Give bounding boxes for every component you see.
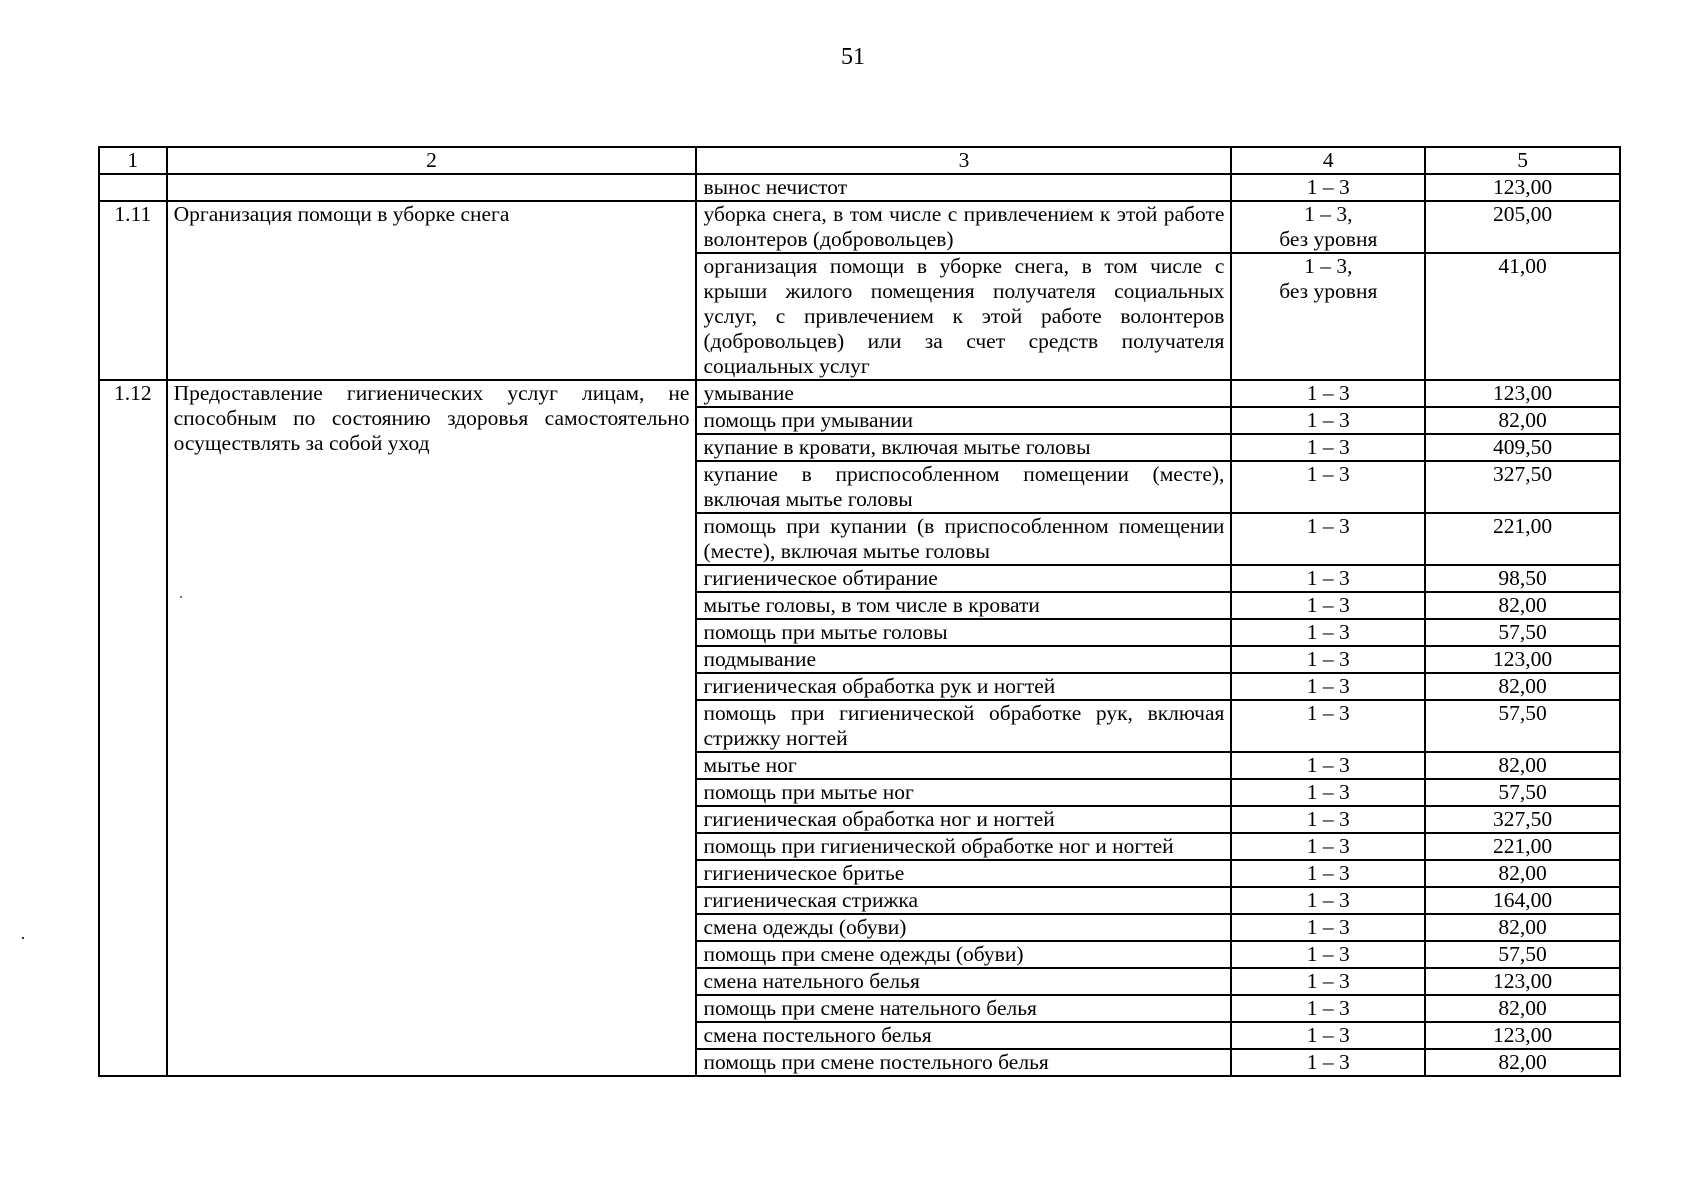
header-row [99,147,1620,174]
price-cell: 123,00 [1425,380,1620,407]
level-note: без уровня [1279,227,1378,251]
service-cell: купание в приспособленном помещении (месте), включая мытье головы [696,461,1231,513]
price-cell: 57,50 [1425,700,1620,752]
price-cell: 123,00 [1425,1022,1620,1049]
level-cell: 1 – 3 [1231,407,1425,434]
level-cell: 1 – 3 [1231,700,1425,752]
level-cell: 1 – 3 [1231,806,1425,833]
price-cell: 41,00 [1425,253,1620,380]
price-cell: 82,00 [1425,995,1620,1022]
service-cell: гигиеническое обтирание [696,565,1231,592]
price-cell: 327,50 [1425,461,1620,513]
price-cell: 82,00 [1425,592,1620,619]
level-cell: 1 – 3 [1231,860,1425,887]
level-cell: 1 – 3 [1231,174,1425,201]
service-cell: умывание [696,380,1231,407]
level-cell: 1 – 3 [1231,887,1425,914]
service-cell: уборка снега, в том числе с привлечением к этой работе волонтеров (добровольцев) [696,201,1231,253]
price-cell: 123,00 [1425,174,1620,201]
service-cell: гигиеническая обработка ног и ногтей [696,806,1231,833]
column-header: 5 [1425,147,1620,174]
price-cell: 57,50 [1425,941,1620,968]
level-cell: 1 – 3 [1231,513,1425,565]
price-cell: 205,00 [1425,201,1620,253]
service-group-cell: Организация помощи в уборке снега [167,201,697,380]
service-cell: купание в кровати, включая мытье головы [696,434,1231,461]
column-header: 4 [1231,147,1425,174]
level-cell: 1 – 3 [1231,380,1425,407]
level-range: 1 – 3, [1304,254,1353,278]
service-cell: смена нательного белья [696,968,1231,995]
price-cell: 98,50 [1425,565,1620,592]
table-row [99,201,1620,253]
level-cell: 1 – 3 [1231,833,1425,860]
price-cell: 57,50 [1425,779,1620,806]
service-cell: вынос нечистот [696,174,1231,201]
service-cell: смена постельного белья [696,1022,1231,1049]
level-cell: 1 – 3 [1231,941,1425,968]
service-cell: подмывание [696,646,1231,673]
column-header: 1 [99,147,167,174]
table-row [99,174,1620,201]
price-cell: 164,00 [1425,887,1620,914]
service-cell: смена одежды (обуви) [696,914,1231,941]
level-cell: 1 – 3 [1231,968,1425,995]
service-cell: мытье ног [696,752,1231,779]
row-number-cell: 1.12 [99,380,167,1076]
level-cell: 1 – 3 [1231,673,1425,700]
price-cell: 82,00 [1425,407,1620,434]
table-row [99,380,1620,407]
service-cell: помощь при купании (в приспособленном помещении (месте), включая мытье головы [696,513,1231,565]
scan-speck [22,937,24,939]
level-cell [1231,201,1425,253]
service-cell: помощь при смене нательного белья [696,995,1231,1022]
level-range: 1 – 3, [1304,202,1353,226]
service-cell: гигиеническая обработка рук и ногтей [696,673,1231,700]
service-cell: помощь при смене постельного белья [696,1049,1231,1076]
level-cell: 1 – 3 [1231,592,1425,619]
level-cell: 1 – 3 [1231,1049,1425,1076]
service-cell: гигиеническая стрижка [696,887,1231,914]
price-cell: 82,00 [1425,1049,1620,1076]
service-cell: помощь при смене одежды (обуви) [696,941,1231,968]
price-cell: 82,00 [1425,673,1620,700]
level-cell: 1 – 3 [1231,995,1425,1022]
service-cell: мытье головы, в том числе в кровати [696,592,1231,619]
row-number-cell [99,174,167,201]
level-cell: 1 – 3 [1231,914,1425,941]
price-cell: 327,50 [1425,806,1620,833]
price-cell: 409,50 [1425,434,1620,461]
column-header: 3 [696,147,1231,174]
column-header: 2 [167,147,697,174]
service-cell: помощь при мытье головы [696,619,1231,646]
level-cell: 1 – 3 [1231,565,1425,592]
service-group-cell [167,174,697,201]
level-cell: 1 – 3 [1231,646,1425,673]
level-cell: 1 – 3 [1231,779,1425,806]
level-cell: 1 – 3 [1231,1022,1425,1049]
service-cell: помощь при мытье ног [696,779,1231,806]
price-cell: 82,00 [1425,752,1620,779]
price-cell: 57,50 [1425,619,1620,646]
row-number-cell: 1.11 [99,201,167,380]
service-cell: гигиеническое бритье [696,860,1231,887]
level-cell [1231,253,1425,380]
service-cell: помощь при гигиенической обработке ног и ногтей [696,833,1231,860]
price-cell: 221,00 [1425,513,1620,565]
price-cell: 82,00 [1425,860,1620,887]
level-cell: 1 – 3 [1231,752,1425,779]
services-table [98,146,1621,1077]
price-cell: 123,00 [1425,968,1620,995]
level-cell: 1 – 3 [1231,461,1425,513]
price-cell: 221,00 [1425,833,1620,860]
level-cell: 1 – 3 [1231,434,1425,461]
service-cell: организация помощи в уборке снега, в том числе с крыши жилого помещения получателя социальных услуг, с привлечением к этой работе волонтеров (добровольцев) или за счет средств получателя социальных услуг [696,253,1231,380]
service-cell: помощь при умывании [696,407,1231,434]
price-cell: 82,00 [1425,914,1620,941]
page-number: 51 [841,44,865,70]
price-cell: 123,00 [1425,646,1620,673]
service-cell: помощь при гигиенической обработке рук, включая стрижку ногтей [696,700,1231,752]
service-group-cell: Предоставление гигиенических услуг лицам, не способным по состоянию здоровья самостоятельно осуществлять за собой уход [167,380,697,1076]
level-note: без уровня [1279,279,1378,303]
level-cell: 1 – 3 [1231,619,1425,646]
